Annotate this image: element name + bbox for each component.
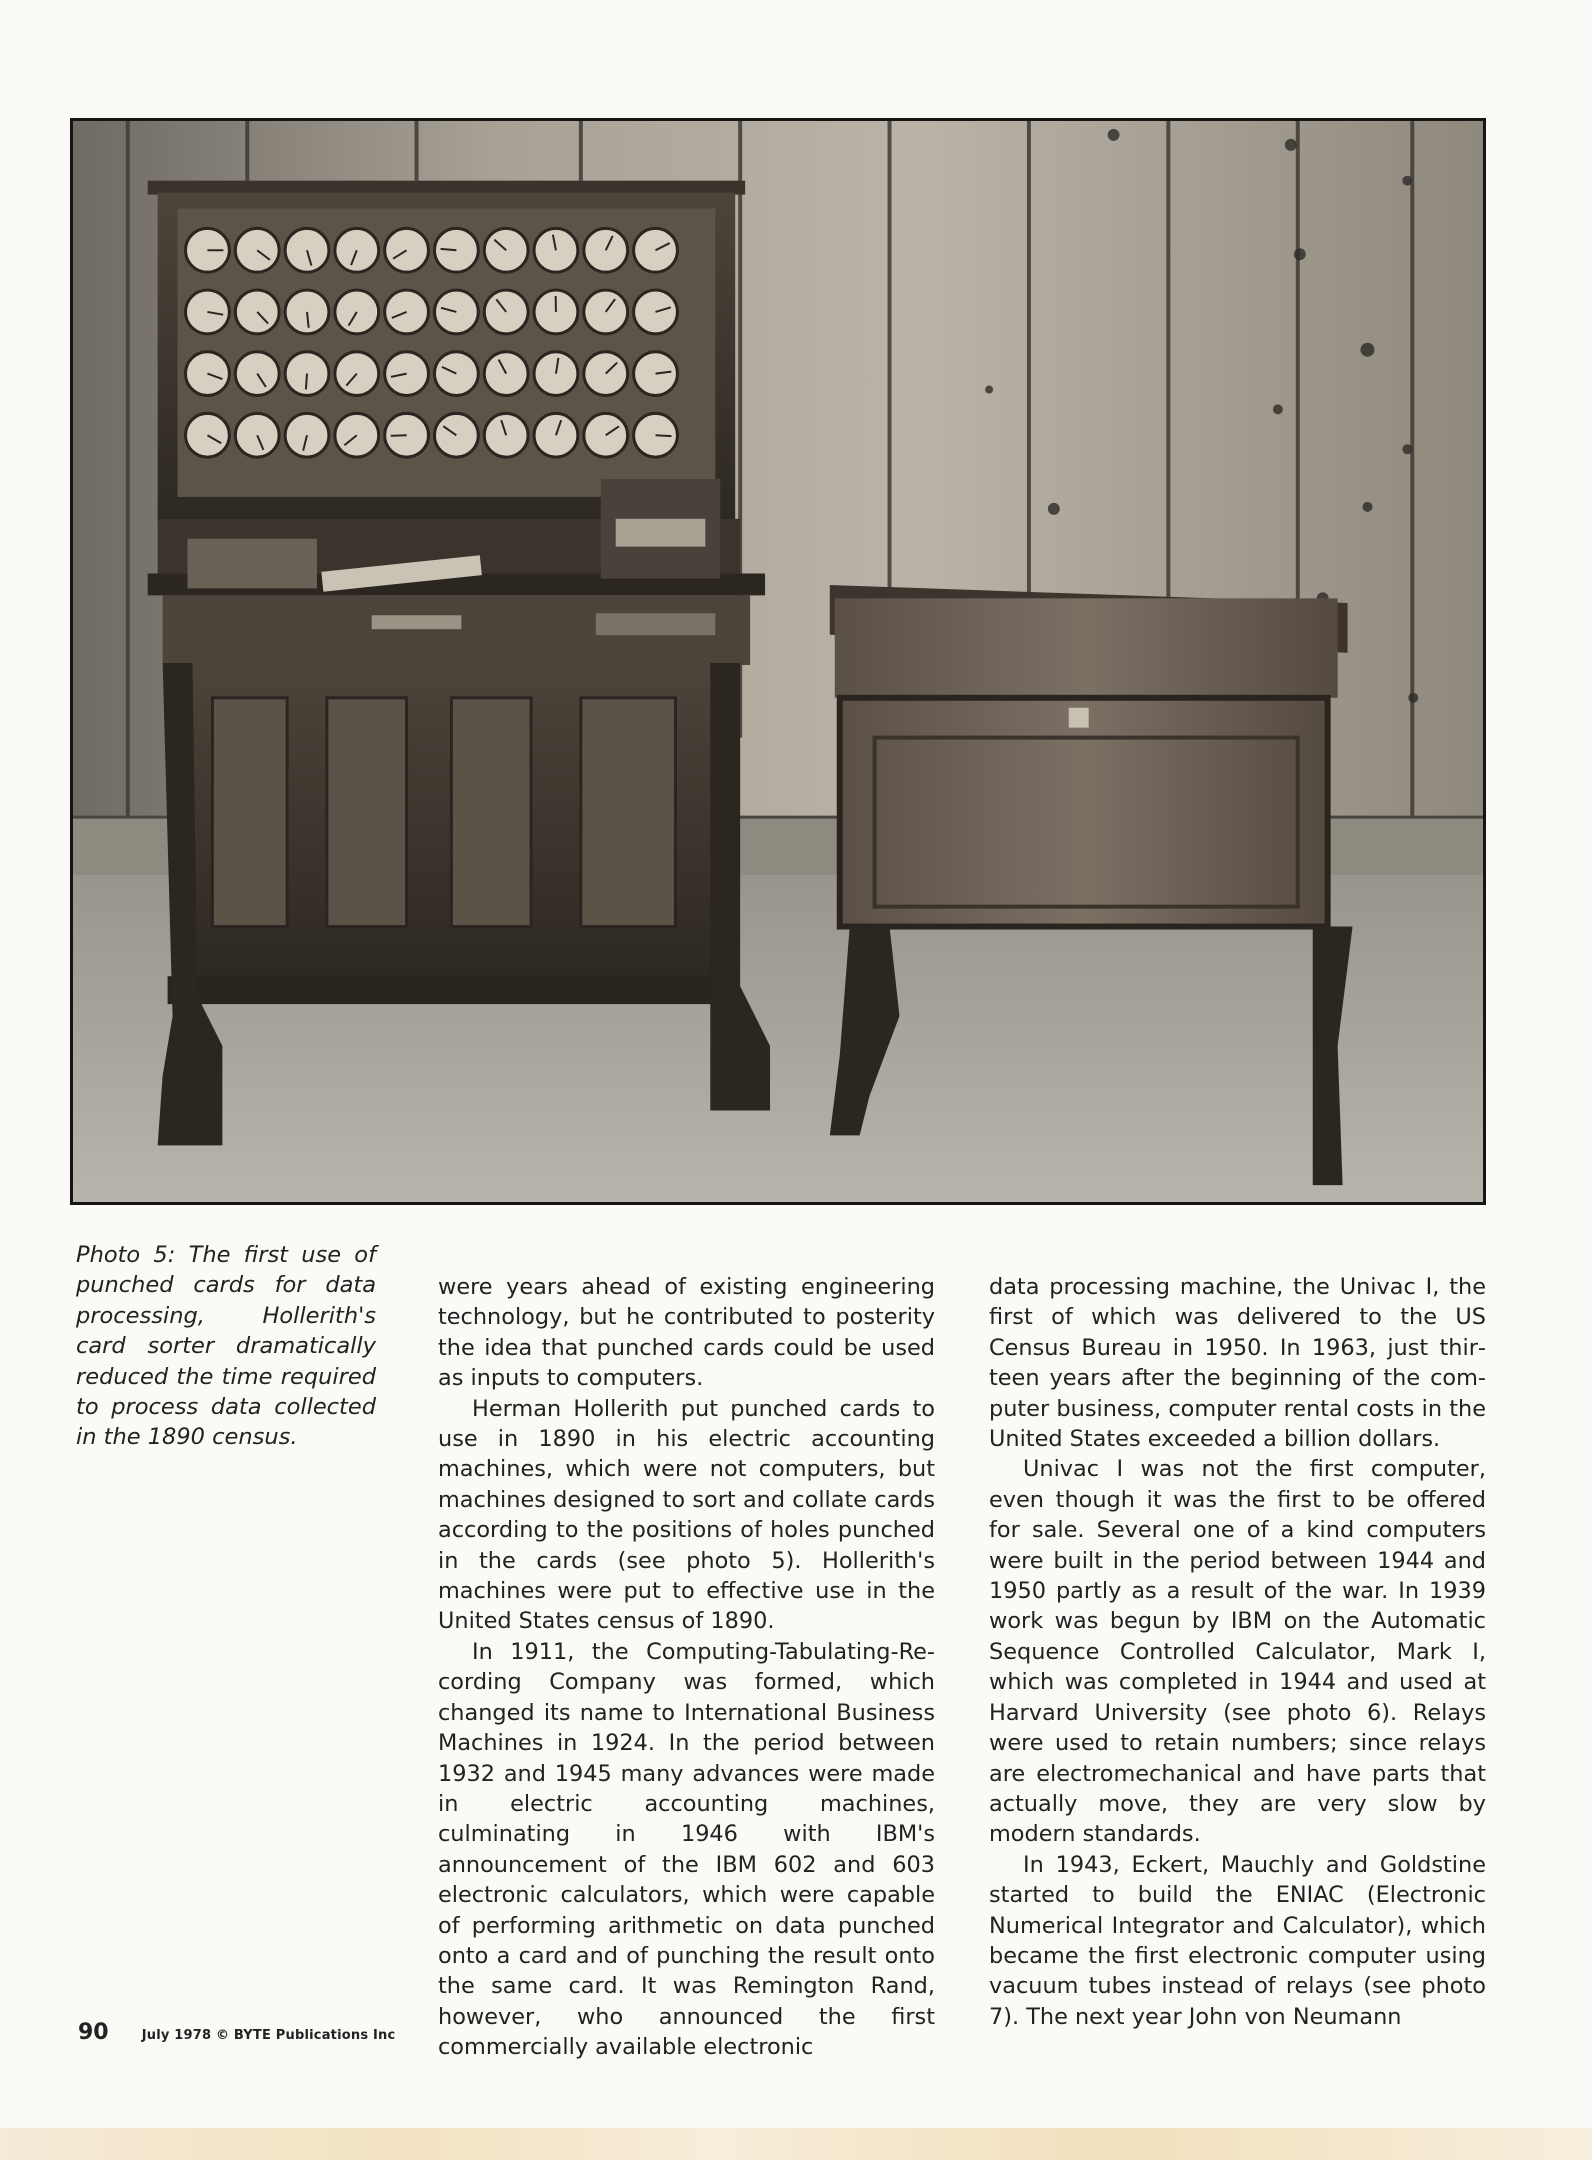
- page-edge-discoloration: [0, 2128, 1592, 2160]
- counter-dial: [534, 228, 578, 272]
- photo-caption: Photo 5: The first use of punched cards for data processing, Hollerith's card sorter dramatically reduced the time required to process data collected in the 1890 census.: [76, 1242, 376, 1451]
- paragraph: Univac I was not the first computer, even though it was the first to be offered for sale. Several one of a kind computers were built in the period between 1944 and 1950 partly as a result of the war. In 1939 work was begun by IBM on the Automatic Sequence Controlled Calculator, Mark I, which was completed in 1944 and used at Harvard University (see photo 6). Relays were used to retain numbers; since relays are electromechanical and have parts that actually move, they are very slow by modern standards.: [989, 1456, 1486, 1848]
- page-footer: [78, 2020, 395, 2045]
- paragraph: In 1911, the Computing-Tabulating-Recording Company was formed, which changed its name to International Business Machines in 1924. In the period between 1932 and 1945 many advances were made in electric accounting machines, culminating in 1946 with IBM's announcement of the IBM 602 and 603 electronic calculators, which were capable of performing arithmetic on data punched onto a card and of punching the result onto the same card. It was Remington Rand, however, who announced the first commercially available electronic: [438, 1638, 935, 2061]
- counter-dial: [484, 352, 528, 396]
- article-column-right: [989, 1272, 1486, 2032]
- counter-dial: [484, 290, 528, 334]
- paragraph: data processing machine, the Univac I, the first of which was delivered to the US Census Bureau in 1950. In 1963, just thirteen years after the beginning of the computer business, computer rental costs in the United States exceeded a billion dollars.: [989, 1274, 1486, 1453]
- paragraph: Herman Hollerith put punched cards to use in 1890 in his electric accounting machines, which were not computers, but machines designed to sort and collate cards according to the positions of holes punched in the cards (see photo 5). Hollerith's machines were put to effective use in the United States census of 1890.: [438, 1395, 935, 1635]
- counter-dial: [484, 228, 528, 272]
- photo-illustration: [73, 121, 1483, 1202]
- dial-hand: [306, 374, 307, 390]
- counter-dial: [434, 290, 478, 334]
- counter-dial: [634, 290, 678, 334]
- dial-hand: [656, 435, 672, 436]
- counter-dial: [584, 228, 628, 272]
- dial-hand: [391, 435, 407, 436]
- dial-hand: [440, 249, 456, 250]
- paragraph: In 1943, Eckert, Mauchly and Goldstine started to build the ENIAC (Electronic Numerical Integrator and Calculator), which became the first electronic computer using vacuum tubes instead of relays (see photo 7). The next year John von Neumann: [989, 1851, 1486, 2030]
- counter-dial: [584, 290, 628, 334]
- page-number: 90: [78, 2020, 109, 2045]
- counter-dial: [235, 352, 279, 396]
- counter-dial: [186, 352, 230, 396]
- paragraph: were years ahead of existing engineering technology, but he contributed to posterity the idea that punched cards could be used as inputs to computers.: [438, 1274, 935, 1392]
- article-column-middle: [438, 1272, 935, 2063]
- publication-credit: July 1978 © BYTE Publications Inc: [141, 2028, 396, 2043]
- hollerith-machine-photo: [70, 118, 1486, 1205]
- counter-dial: [634, 228, 678, 272]
- counter-dial: [484, 413, 528, 457]
- counter-dial: [385, 352, 429, 396]
- counter-dial: [335, 352, 379, 396]
- counter-dial: [434, 228, 478, 272]
- counter-dial: [285, 352, 329, 396]
